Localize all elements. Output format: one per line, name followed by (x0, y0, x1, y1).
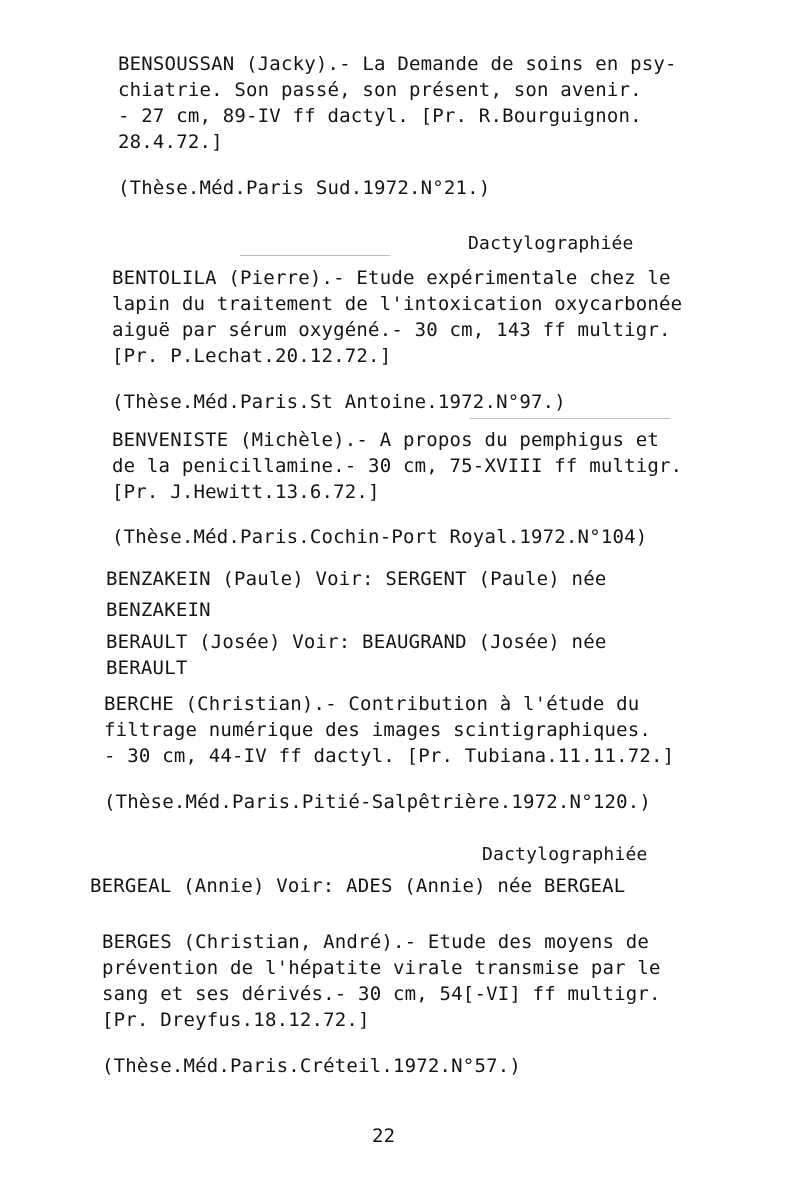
page-number: 22 (372, 1125, 396, 1147)
thesis-reference: (Thèse.Méd.Paris.Cochin-Port Royal.1972.N°104) (112, 526, 648, 548)
entry-text-line: BENVENISTE (Michèle).- A propos du pemphigus et (112, 429, 660, 451)
entry-text-line: prévention de l'hépatite virale transmise par le (102, 957, 661, 979)
entry-text-line: aiguë par sérum oxygéné.- 30 cm, 143 ff multigr. (112, 319, 671, 341)
dactylographiee-note: Dactylographiée (482, 844, 648, 865)
entry-text-line: chiatrie. Son passé, son présent, son avenir. (118, 79, 642, 101)
entry-text-line: - 27 cm, 89-IV ff dactyl. [Pr. R.Bourguignon. (118, 105, 642, 127)
entry-text-line: BERAULT (106, 657, 188, 679)
entry-text-line: BENZAKEIN (Paule) Voir: SERGENT (Paule) née (106, 568, 607, 590)
dactylographiee-note: Dactylographiée (468, 233, 634, 254)
entry-text-line: 28.4.72.] (118, 131, 223, 153)
thesis-reference: (Thèse.Méd.Paris.Pitié-Salpêtrière.1972.N°120.) (104, 791, 652, 813)
entry-text-line: sang et ses dérivés.- 30 cm, 54[-VI] ff multigr. (102, 983, 661, 1005)
divider-rule (470, 418, 670, 419)
entry-text-line: BERGEAL (Annie) Voir: ADES (Annie) née BERGEAL (90, 875, 626, 897)
entry-text-line: BERAULT (Josée) Voir: BEAUGRAND (Josée) née (106, 631, 607, 653)
thesis-reference: (Thèse.Méd.Paris.Créteil.1972.N°57.) (102, 1055, 522, 1077)
entry-text-line: de la penicillamine.- 30 cm, 75-XVIII ff multigr. (112, 455, 683, 477)
entry-text-line: filtrage numérique des images scintigraphiques. (104, 719, 652, 741)
entry-text-line: lapin du traitement de l'intoxication oxycarbonée (112, 293, 683, 315)
thesis-reference: (Thèse.Méd.Paris Sud.1972.N°21.) (118, 177, 491, 199)
entry-text-line: BENSOUSSAN (Jacky).- La Demande de soins en psy- (118, 53, 677, 75)
entry-text-line: [Pr. P.Lechat.20.12.72.] (112, 345, 392, 367)
entry-text-line: BERCHE (Christian).- Contribution à l'étude du (104, 693, 640, 715)
entry-text-line: - 30 cm, 44-IV ff dactyl. [Pr. Tubiana.11.11.72.] (104, 745, 675, 767)
thesis-reference: (Thèse.Méd.Paris.St Antoine.1972.N°97.) (112, 391, 566, 413)
entry-text-line: [Pr. Dreyfus.18.12.72.] (102, 1009, 370, 1031)
entry-text-line: BERGES (Christian, André).- Etude des moyens de (102, 931, 650, 953)
entry-text-line: [Pr. J.Hewitt.13.6.72.] (112, 481, 380, 503)
divider-rule (240, 255, 390, 256)
entry-text-line: BENTOLILA (Pierre).- Etude expérimentale chez le (112, 267, 671, 289)
entry-text-line: BENZAKEIN (106, 599, 211, 621)
